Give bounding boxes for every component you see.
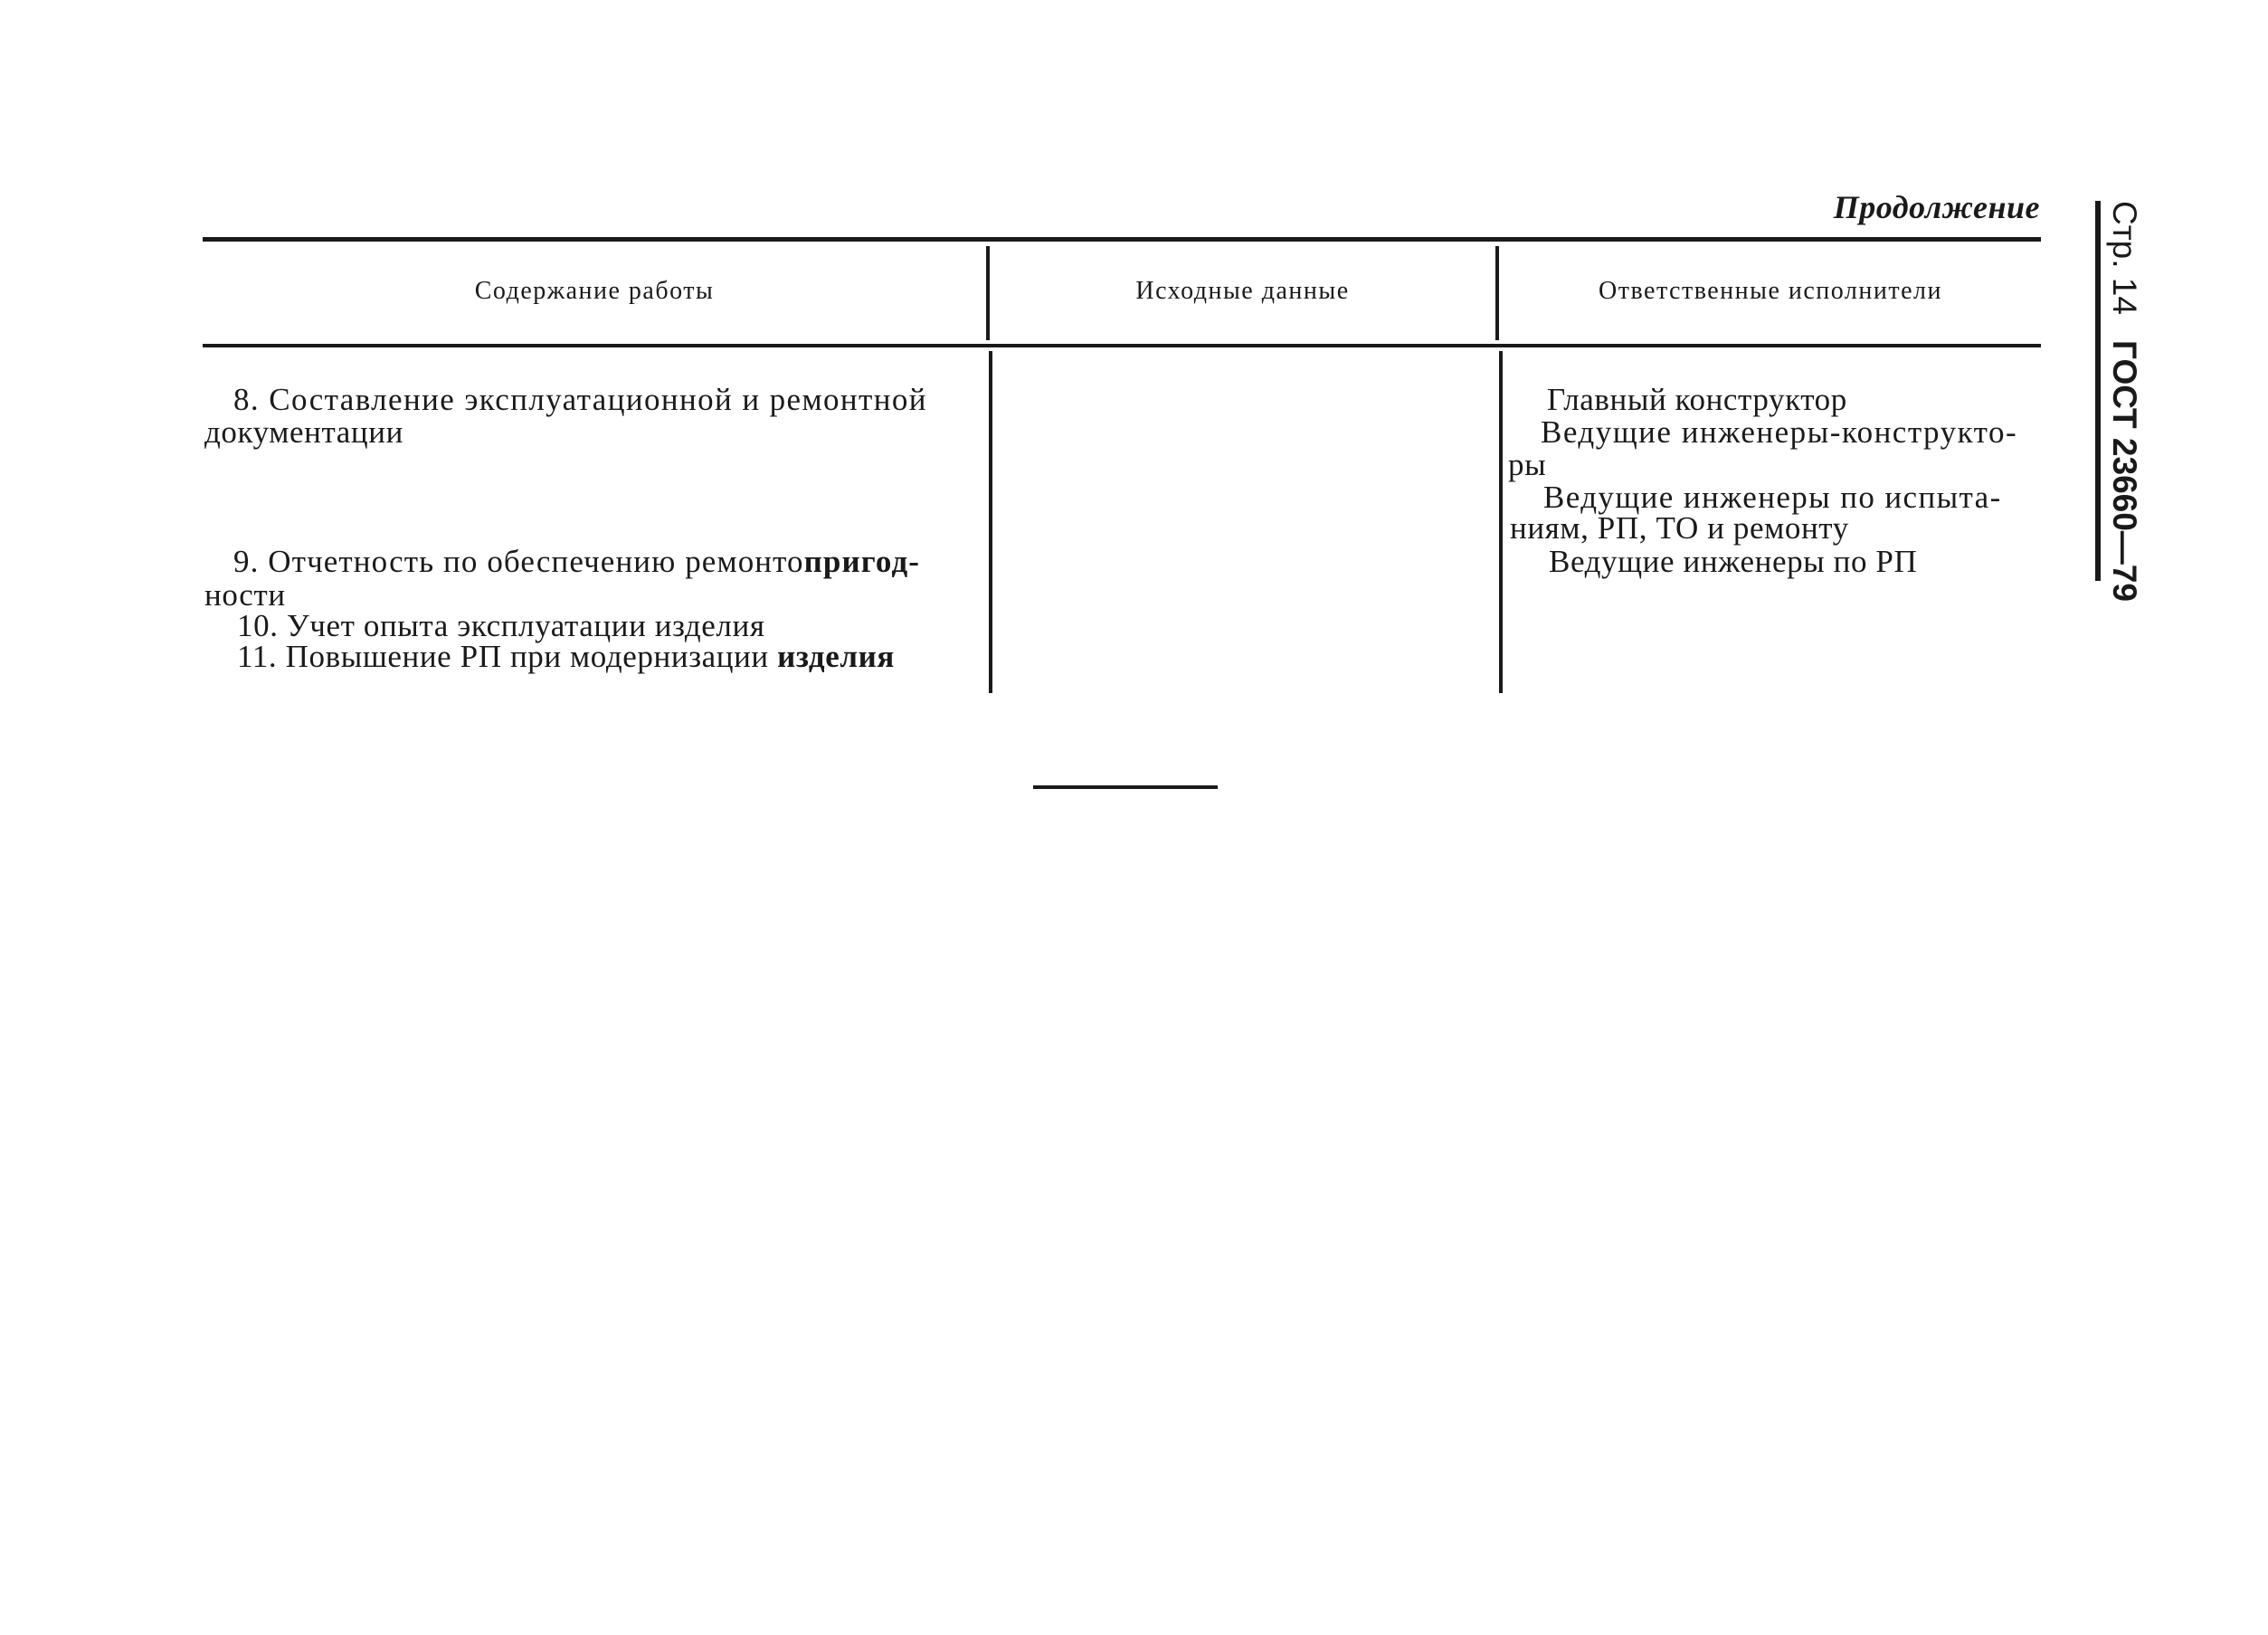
column-header-source-data: Исходные данные bbox=[1135, 277, 1350, 305]
work-item-10: 10. Учет опыта эксплуатации изделия bbox=[237, 608, 765, 643]
work-item-9-line-2: ности bbox=[204, 577, 286, 613]
work-item-9-line-1-regular: 9. Отчетность по обеспечению ремонто bbox=[233, 544, 804, 579]
column-header-responsible: Ответственные исполнители bbox=[1599, 277, 1942, 305]
continuation-label: Продолжение bbox=[1833, 189, 2040, 225]
body-column-separator-1 bbox=[989, 351, 992, 693]
side-page-number: Стр. 14 bbox=[2106, 201, 2143, 315]
side-header-bar bbox=[2095, 201, 2101, 581]
work-item-11-bold: изделия bbox=[777, 639, 895, 674]
body-column-separator-2 bbox=[1499, 351, 1503, 693]
work-item-9-line-1 bbox=[233, 546, 920, 578]
executor-line-1: Главный конструктор bbox=[1547, 382, 1847, 417]
table-top-rule bbox=[203, 237, 2041, 242]
work-item-8-line-1: 8. Составление эксплуатационной и ремонтной bbox=[233, 382, 927, 417]
end-of-table-rule bbox=[1033, 785, 1218, 789]
column-header-work-content: Содержание работы bbox=[474, 277, 715, 305]
work-item-11-regular: 11. Повышение РП при модернизации bbox=[237, 639, 778, 674]
executor-line-4: Ведущие инженеры по испыта- bbox=[1543, 480, 2002, 515]
work-item-9-line-1-bold: пригод- bbox=[803, 544, 921, 579]
executor-line-6: Ведущие инженеры по РП bbox=[1549, 544, 1918, 579]
executor-line-2: Ведущие инженеры-конструкто- bbox=[1541, 414, 2018, 450]
side-standard-number: ГОСТ 23660—79 bbox=[2106, 339, 2143, 602]
executor-line-5: ниям, РП, ТО и ремонту bbox=[1510, 510, 1849, 546]
work-item-11 bbox=[237, 641, 895, 673]
executor-line-3: ры bbox=[1508, 447, 1547, 482]
table-header-rule bbox=[203, 344, 2041, 347]
work-item-8-line-2: документации bbox=[204, 414, 403, 450]
